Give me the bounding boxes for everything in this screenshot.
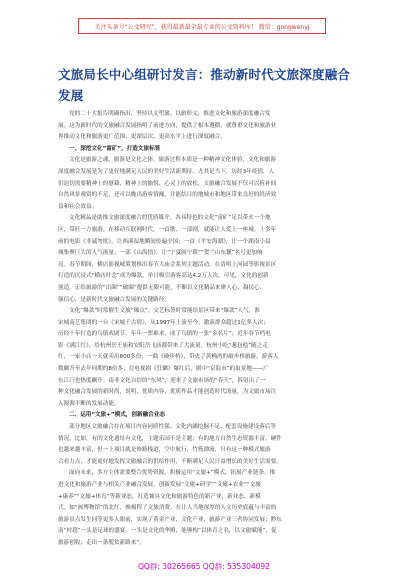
footer-qq-groups: QQ群: 30265665 QQ群: 535304092 bbox=[138, 562, 270, 571]
paragraph-line: 宋城南艺集团的一台《宋城千古情》，从1997年上演至今，激演群众超过1亿多人次； bbox=[58, 319, 269, 326]
paragraph-line: 数飙升至去年同期的8倍多；在电视剧《狂飙》爆红后，剧中“京海市”的取景地——广 bbox=[58, 366, 269, 373]
paragraph-line: 旅游景点发生同等更多人眼前，实现了黄金产业、文化产业、旅游产业三者协同发展；黔东 bbox=[58, 516, 282, 523]
paragraph-line: 面向未来，多方主体需要整合优势资源，积极运用“文旅+”模式，拓展产业链条，推 bbox=[69, 470, 276, 477]
paragraph-line: 东江门也热度飙升。南非文化自信的“东风”，迎来了文旅市场的“春天”，拆射出了一 bbox=[58, 377, 266, 384]
paragraph-line: 部分地区文旅融合存在项目内容同质性强、文化内涵挖掘不足、配套设施建设落后等 bbox=[69, 424, 276, 431]
paragraph-line: 城集聚巨大的人气流量；一部《山海情》，让“宁夏闽宁镇”“贺兰山东麓”名号更加响 bbox=[58, 250, 263, 257]
paragraph-line: 也越来越丰富，但一上项目就是修路栈道，空中航行，竹筏漂流，只有这一种模式旅游 bbox=[58, 447, 271, 454]
section-heading: 一、深挖文化“富矿”，打造文旅标签 bbox=[69, 145, 161, 152]
promo-banner-text: 关注头条号“公文研究”，获得最新最全最专业的公文资料库！ 微信：gongwenyj bbox=[94, 23, 310, 31]
paragraph-line: 合看力点，才能更好地发挥文旅融合的供给作用，不断满足人民日益增长的美好生活需要。 bbox=[58, 458, 282, 465]
paragraph-line: 旅游创收，走出一条脱贫新路来”。 bbox=[58, 539, 145, 546]
paragraph-line: 情况。比如，有的文化遗址有文化，主题乐园不是主题；有的地方自然生态资源丰富，硬件 bbox=[58, 435, 282, 442]
paragraph-line: 们迫切需要精神上的慰藉、精神上的愉悦、心灵上的放松。文旅融合发展不仅可以拆补间 bbox=[58, 180, 277, 187]
paragraph-line: 影《满江红》，给杭州岳王庙和安阳岳飞庙都带来了大流量，杭州小吃“葱包桧”随之走 bbox=[58, 342, 268, 349]
paragraph-line: 入源源不断的发展动能。 bbox=[58, 400, 120, 407]
paragraph-line: 进文化和旅游产业与相关产业融合发展，创新发展“文旅+研学”“文旅+农业”“文旅 bbox=[58, 482, 261, 488]
paragraph-line: 历经十年打造的乌镇戏剧节，年年一票难求，成了乌镇的一张“金名片”；近年春节档电 bbox=[58, 331, 271, 338]
paragraph-line: 文化精品是助推文旅深度融合的优质媒介。各具特色的文化“富矿”足以带火一个地 bbox=[69, 215, 271, 222]
paragraph-line: 益和社会效益。 bbox=[58, 203, 98, 210]
paragraph-line: 文化是旅游之魂，旅游是文化之体。旅游过程本质是一种精神文化体验，文化和旅游 bbox=[69, 157, 276, 164]
document-body bbox=[58, 109, 358, 550]
promo-banner bbox=[78, 18, 326, 34]
paragraph-line: 区，带旺一方旅游。在移动互联网时代，一首歌、一部剧，就能让人爱上一座城。十多年 bbox=[58, 226, 277, 233]
paragraph-line: 南“村超”一头是足球的盛宴，一头是文化的华殿，能够构“以体育之名，以文旅赋能”，促 bbox=[58, 528, 277, 535]
section-heading: 二、运用“文旅+”模式，创新融合业态 bbox=[69, 412, 165, 419]
paragraph-line: 创造，正给旅游的“出圈”“破圈”提供无限可能，不断以文化精品来聚人心、凝民心、 bbox=[58, 284, 266, 291]
paragraph-line: 亮。春节期间，横店影视城策划推出春节大庙会系列主题活动，在清明上河园等影视景区 bbox=[58, 261, 277, 268]
paragraph-line: 党的二十大报告明确指出，坚持以文塑旅、以旅彰文，推进文化和旅游深度融合发 bbox=[69, 111, 271, 117]
paragraph-line: 自然风景观赏的不足，还可以晚出游客情操，并能结目的地城市和地区带来良好的经济效 bbox=[58, 192, 277, 199]
document-title bbox=[58, 64, 358, 106]
paragraph-line: 深度融合发展是为了更好地满足人民的美好生活新期待。尤其是当下，历经3年疫情，人 bbox=[58, 168, 275, 175]
paragraph-line: 式。如“画博物馆”的北红，映揭程了文旅消费。在让人当地深厚的人文历史底蕴与丰富的 bbox=[58, 505, 277, 512]
paragraph-line: 种文化融合发展的新时尚，说明，优质内容，优质作品才能创造时代流量，为文旅市场注 bbox=[58, 389, 277, 396]
paragraph-line: 文化“爆款”时常催生文旅“爆点”。文艺标签时常能给景区带来“爆款”人气，淮 bbox=[69, 308, 260, 315]
paragraph-line: 界推动文化和旅游更广范围、更深层次、更高水平上进行深度融合。 bbox=[58, 134, 226, 141]
paragraph-line: 强信心，是新时代文旅融合发展的关键路径。 bbox=[58, 296, 170, 303]
paragraph-line: 打造的沉浸式“横店叶念”成为爆款，单日吸引游客高达4.2万人次。可见，文化的创新 bbox=[58, 273, 269, 280]
paragraph-line: 红，一家小店一天就卖出800多份；一曲《破步桥》，带火了黄桷湾的破步桥旅游，游客人 bbox=[58, 354, 279, 361]
paragraph-line: 展。这为新时代的文旅融合发展指明了前进方向，提供了根本遵循。就尊重文化和旅游业 bbox=[58, 122, 277, 129]
title-line: 文旅局长中心组研讨发言：推动新时代文旅深度融合 bbox=[58, 67, 351, 82]
title-line: 发展 bbox=[58, 88, 84, 103]
paragraph-line: +康养”“文旅+体育”等新业态，打造兼具文化和旅游特色的新产业、新业态、新模 bbox=[58, 493, 261, 500]
paragraph-line: 前的电影《非诚勿扰》，让西溪湿地瞬间传遍全国；一首《平安海湖》，让一个湖南小县 bbox=[58, 238, 271, 245]
